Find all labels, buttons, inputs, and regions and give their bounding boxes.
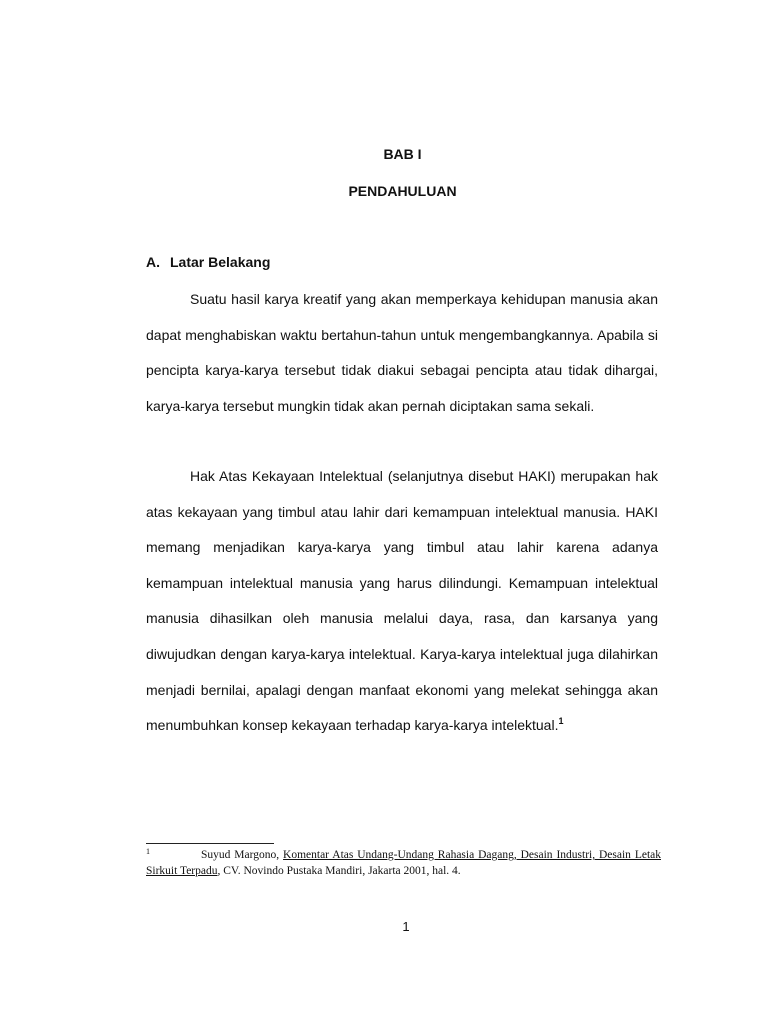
footnote-author: Suyud Margono, xyxy=(201,849,280,861)
section-letter: A. xyxy=(146,254,160,270)
footnote-reference: 1 xyxy=(558,716,564,727)
footnote-separator xyxy=(146,843,274,844)
footnote-publisher: , CV. Novindo Pustaka Mandiri, Jakarta 2001, hal. 4. xyxy=(217,865,461,877)
page-number: 1 xyxy=(402,919,410,934)
chapter-title: PENDAHULUAN xyxy=(348,183,457,199)
paragraph-2 xyxy=(146,459,658,744)
chapter-number: BAB I xyxy=(383,146,422,162)
section-heading xyxy=(146,254,270,270)
paragraph-2-text: Hak Atas Kekayaan Intelektual (selanjutnya disebut HAKI) merupakan hak atas kekayaan yang timbul atau lahir dari kemampuan intelektual manusia. HAKI memang menjadikan karya-karya yang timbul atau lahir karena adanya kemampuan intelektual manusia yang harus dilindungi. Kemampuan intelektual manusia dihasilkan oleh manusia melalui daya, rasa, dan karsanya yang diwujudkan dengan karya-karya intelektual. Karya-karya intelektual juga dilahirkan menjadi bernilai, apalagi dengan manfaat ekonomi yang melekat sehingga akan menumbuhkan konsep kekayaan terhadap karya-karya intelektual. xyxy=(146,468,658,734)
footnote: 1 Suyud Margono, Komentar Atas Undang-Undang Rahasia Dagang, Desain Industri, Desain Letak Sirkuit Terpadu, CV. Novindo Pustaka Mandiri, Jakarta 2001, hal. 4. xyxy=(146,847,661,877)
paragraph-1 xyxy=(146,282,658,424)
paragraph-1-text: Suatu hasil karya kreatif yang akan memperkaya kehidupan manusia akan dapat menghabiskan waktu bertahun-tahun untuk mengembangkannya. Apabila si pencipta karya-karya tersebut tidak diakui sebagai pencipta atau tidak dihargai, karya-karya tersebut mungkin tidak akan pernah diciptakan sama sekali. xyxy=(146,291,658,414)
section-title: Latar Belakang xyxy=(170,254,271,270)
footnote-book-title: Komentar Atas Undang-Undang Rahasia Dagang, Desain Industri, Desain Letak Sirkuit Terpadu xyxy=(146,849,661,877)
